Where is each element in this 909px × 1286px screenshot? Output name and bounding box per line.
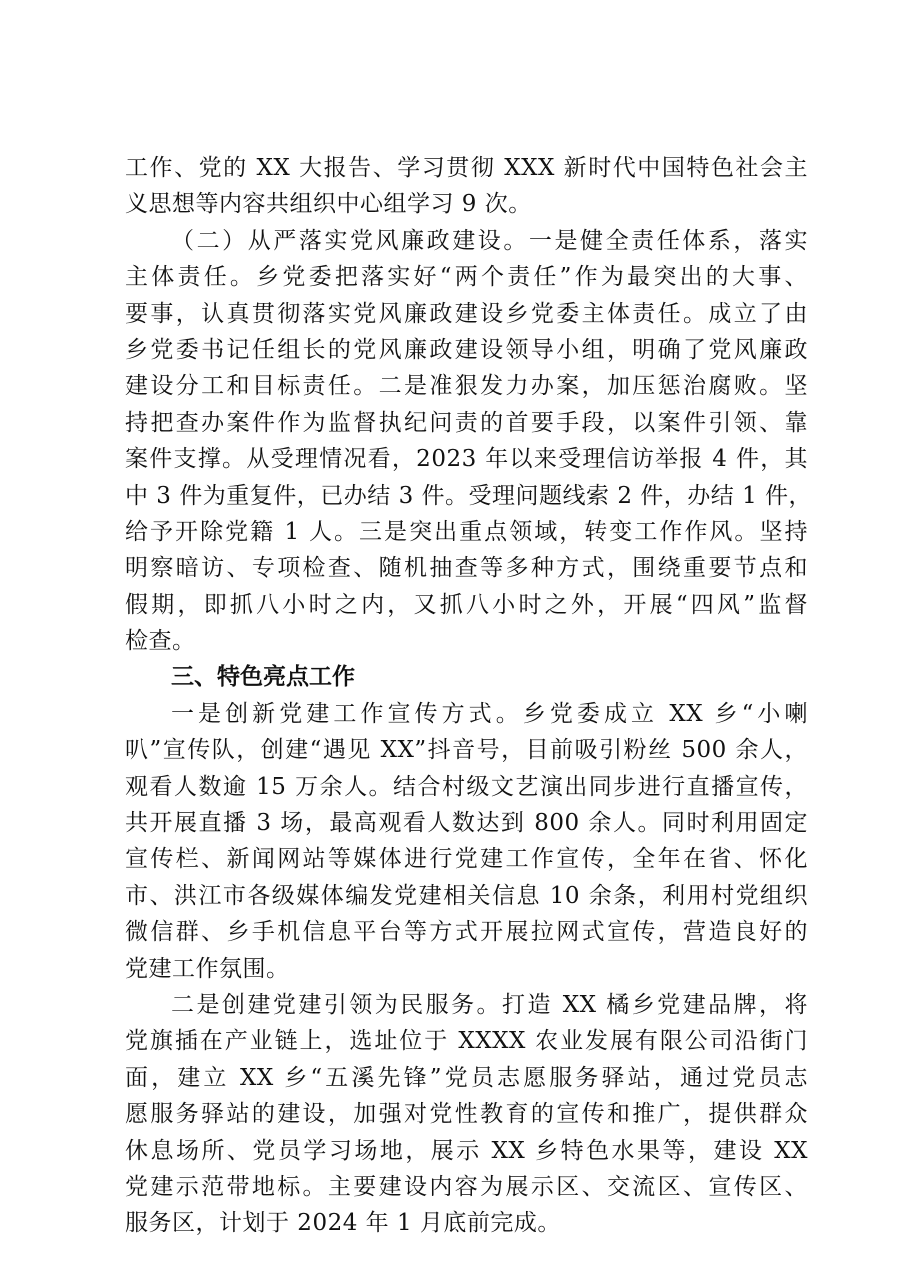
para4-line: 党旗插在产业链上，选址位于 XXXX 农业发展有限公司沿街门 [125,1028,808,1055]
document-page [125,150,813,1242]
para2-line: 明察暗访、专项检查、随机抽查等多种方式，围绕重要节点和 [125,555,808,582]
para3-line: 一是创新党建工作宣传方式。乡党委成立 XX 乡“小喇 [171,700,808,727]
para2-line: 乡党委书记任组长的党风廉政建设领导小组，明确了党风廉政 [125,336,808,363]
para2-line: 主体责任。乡党委把落实好“两个责任”作为最突出的大事、 [125,264,808,291]
para3-line: 微信群、乡手机信息平台等方式开展拉网式宣传，营造良好的 [125,919,808,946]
para4-line: 服务区，计划于 2024 年 1 月底前完成。 [125,1210,561,1237]
para2-line: 案件支撑。从受理情况看，2023 年以来受理信访举报 4 件，其 [125,446,808,473]
para2-line: 给予开除党籍 1 人。三是突出重点领域，转变工作作风。坚持 [125,518,808,545]
para3-line: 宣传栏、新闻网站等媒体进行党建工作宣传，全年在省、怀化 [125,846,808,873]
para1-line: 义思想等内容共组织中心组学习 9 次。 [125,191,532,218]
para4-line: 党建示范带地标。主要建设内容为展示区、交流区、宣传区、 [125,1173,808,1200]
para3-line: 共开展直播 3 场，最高观看人数达到 800 余人。同时利用固定 [125,810,808,837]
para2-line: 持把查办案件作为监督执纪问责的首要手段，以案件引领、靠 [125,409,808,436]
para4-line: 面，建立 XX 乡“五溪先锋”党员志愿服务驿站，通过党员志 [125,1064,808,1091]
para2-line: 假期，即抓八小时之内，又抓八小时之外，开展“四风”监督 [125,591,808,618]
para3-line: 市、洪江市各级媒体编发党建相关信息 10 余条，利用村党组织 [125,882,808,909]
para3-line: 观看人数逾 15 万余人。结合村级文艺演出同步进行直播宣传， [125,773,808,800]
para4-line: 休息场所、党员学习场地，展示 XX 乡特色水果等，建设 XX [125,1137,808,1164]
section-heading: 三、特色亮点工作 [171,664,355,691]
para2-line: 检查。 [125,628,196,655]
para2-line: 中 3 件为重复件，已办结 3 件。受理问题线索 2 件，办结 1 件， [125,482,813,509]
para4-line: 愿服务驿站的建设，加强对党性教育的宣传和推广，提供群众 [125,1101,808,1128]
para2-line: （二）从严落实党风廉政建设。一是健全责任体系，落实 [171,227,808,254]
para3-line: 党建工作氛围。 [125,955,290,982]
para2-line: 要事，认真贯彻落实党风廉政建设乡党委主体责任。成立了由 [125,300,808,327]
para4-line: 二是创建党建引领为民服务。打造 XX 橘乡党建品牌，将 [171,991,808,1018]
para3-line: 叭”宣传队，创建“遇见 XX”抖音号，目前吸引粉丝 500 余人， [125,737,808,764]
para1-line: 工作、党的 XX 大报告、学习贯彻 XXX 新时代中国特色社会主 [125,155,808,181]
para2-line: 建设分工和目标责任。二是准狠发力办案，加压惩治腐败。坚 [125,373,808,400]
